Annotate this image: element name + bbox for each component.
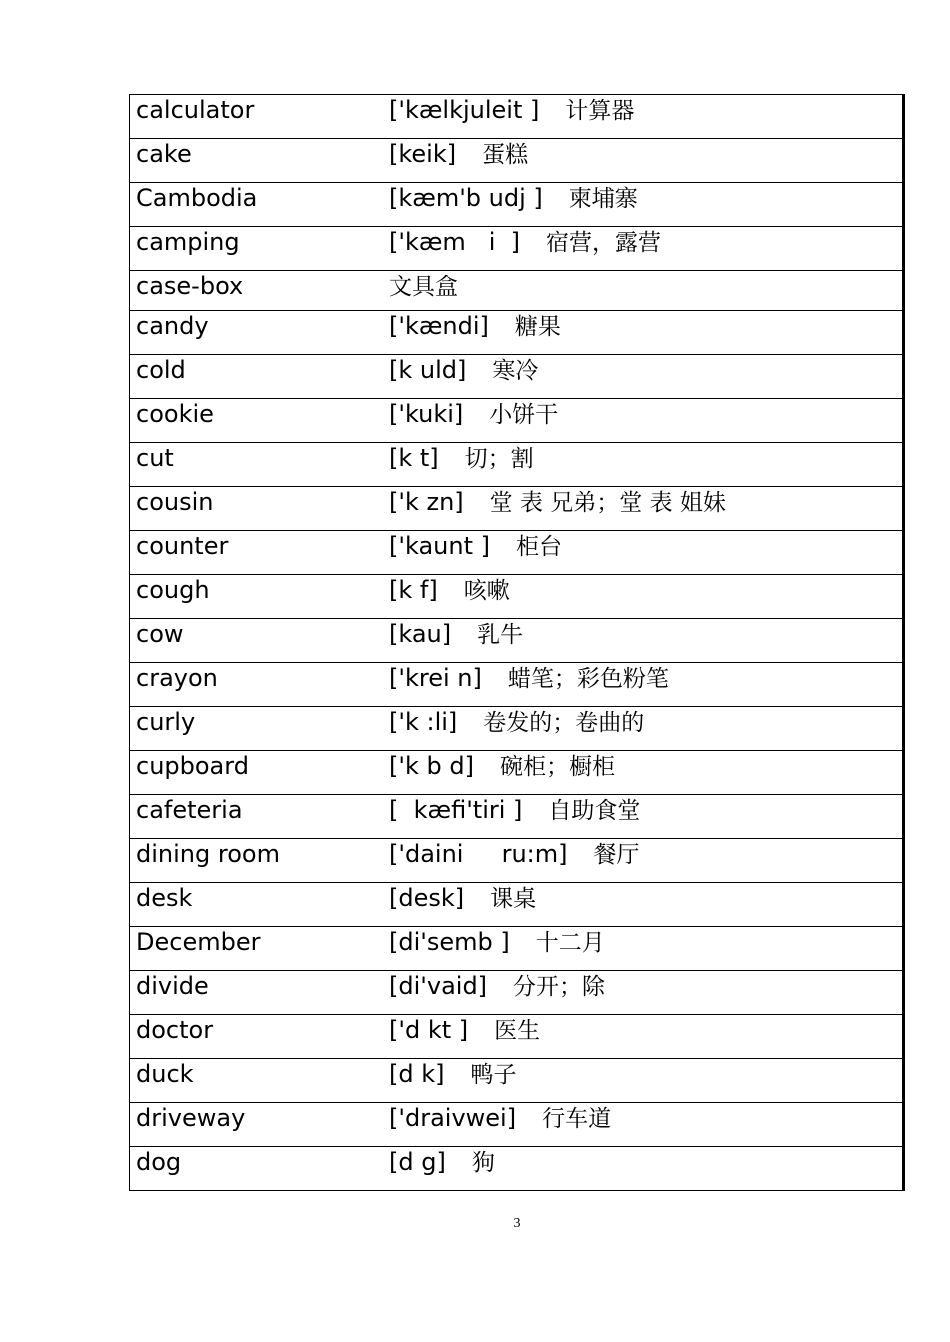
vocab-word: cold	[130, 355, 384, 399]
vocab-row	[130, 575, 904, 619]
vocab-row	[130, 839, 904, 883]
vocab-word: cookie	[130, 399, 384, 443]
vocab-definition-cell	[383, 927, 904, 971]
vocab-row	[130, 227, 904, 271]
vocab-row	[130, 971, 904, 1015]
vocab-word: duck	[130, 1059, 384, 1103]
vocab-definition-cell	[383, 663, 904, 707]
vocab-meaning: 餐厅	[593, 842, 640, 868]
vocab-phonetic: [ kæfi'tiri ]	[389, 796, 523, 824]
vocab-phonetic: ['k b d]	[389, 752, 474, 780]
vocab-definition-cell	[383, 795, 904, 839]
page-number: 3	[513, 1216, 521, 1231]
vocab-definition-cell	[383, 139, 904, 183]
vocab-word: cake	[130, 139, 384, 183]
vocab-phonetic: [k t]	[389, 444, 439, 472]
vocab-meaning: 医生	[494, 1018, 541, 1044]
vocab-word: cough	[130, 575, 384, 619]
vocab-definition-cell	[383, 1015, 904, 1059]
vocab-row	[130, 311, 904, 355]
vocab-word: driveway	[130, 1103, 384, 1147]
vocab-phonetic: ['kuki]	[389, 400, 464, 428]
vocab-phonetic: ['d kt ]	[389, 1016, 469, 1044]
vocab-row	[130, 531, 904, 575]
vocab-word: dog	[130, 1147, 384, 1191]
vocab-meaning: 寒冷	[492, 358, 539, 384]
vocab-meaning: 文具盒	[389, 274, 458, 300]
vocab-meaning: 咳嗽	[463, 578, 510, 604]
vocab-meaning: 十二月	[535, 930, 605, 956]
vocab-definition-cell	[383, 399, 904, 443]
vocab-meaning: 行车道	[542, 1106, 612, 1132]
vocab-word: doctor	[130, 1015, 384, 1059]
vocab-row	[130, 355, 904, 399]
vocab-phonetic: [desk]	[389, 884, 465, 912]
vocab-phonetic: [keik]	[389, 140, 457, 168]
vocab-row	[130, 751, 904, 795]
vocab-row	[130, 487, 904, 531]
vocab-definition-cell	[383, 751, 904, 795]
vocab-meaning: 宿营，露营	[545, 230, 661, 256]
vocab-word: curly	[130, 707, 384, 751]
vocab-definition-cell	[383, 311, 904, 355]
vocab-row	[130, 795, 904, 839]
vocab-phonetic: ['kæm i ]	[389, 228, 520, 256]
vocab-meaning: 分开；除	[513, 974, 606, 1000]
vocab-phonetic: ['k :li]	[389, 708, 458, 736]
vocab-phonetic: ['krei n]	[389, 664, 482, 692]
vocab-meaning: 卷发的；卷曲的	[483, 710, 645, 736]
vocab-phonetic: ['kælkjuleit ]	[389, 96, 540, 124]
vocab-meaning: 乳牛	[477, 622, 524, 648]
vocab-definition-cell	[383, 707, 904, 751]
vocab-definition-cell	[383, 355, 904, 399]
vocab-word: dining room	[130, 839, 384, 883]
vocab-definition-cell	[383, 487, 904, 531]
vocab-definition-cell	[383, 271, 904, 311]
vocab-word: Cambodia	[130, 183, 384, 227]
vocab-definition-cell	[383, 95, 904, 139]
vocab-phonetic: [kau]	[389, 620, 452, 648]
vocabulary-table-body	[130, 95, 904, 1191]
vocab-word: case-box	[130, 271, 384, 311]
vocab-word: cafeteria	[130, 795, 384, 839]
vocab-row	[130, 1147, 904, 1191]
vocab-phonetic: [di'vaid]	[389, 972, 488, 1000]
vocab-word: desk	[130, 883, 384, 927]
vocab-row	[130, 883, 904, 927]
vocab-row	[130, 927, 904, 971]
vocab-row	[130, 183, 904, 227]
vocab-word: candy	[130, 311, 384, 355]
vocab-phonetic: [d k]	[389, 1060, 445, 1088]
vocab-definition-cell	[383, 1147, 904, 1191]
vocab-word: December	[130, 927, 384, 971]
vocab-phonetic: ['draivwei]	[389, 1104, 517, 1132]
vocab-row	[130, 271, 904, 311]
vocab-word: camping	[130, 227, 384, 271]
vocab-row	[130, 707, 904, 751]
vocab-row	[130, 1059, 904, 1103]
vocab-definition-cell	[383, 1103, 904, 1147]
vocab-definition-cell	[383, 575, 904, 619]
vocab-row	[130, 1103, 904, 1147]
vocab-word: cow	[130, 619, 384, 663]
vocab-row	[130, 139, 904, 183]
vocab-phonetic: [k f]	[389, 576, 438, 604]
vocab-word: divide	[130, 971, 384, 1015]
vocab-row	[130, 1015, 904, 1059]
vocab-definition-cell	[383, 839, 904, 883]
vocab-definition-cell	[383, 443, 904, 487]
vocab-phonetic: ['kændi]	[389, 312, 489, 340]
vocab-phonetic: ['kaunt ]	[389, 532, 490, 560]
vocab-phonetic: [k uld]	[389, 356, 467, 384]
vocab-meaning: 碗柜；橱柜	[499, 754, 615, 780]
vocab-phonetic: [d g]	[389, 1148, 446, 1176]
vocab-row	[130, 619, 904, 663]
vocab-definition-cell	[383, 183, 904, 227]
vocab-row	[130, 443, 904, 487]
vocab-word: calculator	[130, 95, 384, 139]
vocab-phonetic: [kæm'b udj ]	[389, 184, 543, 212]
vocab-definition-cell	[383, 1059, 904, 1103]
vocab-meaning: 小饼干	[489, 402, 559, 428]
vocab-meaning: 狗	[471, 1150, 495, 1176]
vocab-definition-cell	[383, 227, 904, 271]
vocab-row	[130, 399, 904, 443]
vocab-meaning: 课桌	[490, 886, 537, 912]
vocab-row	[130, 95, 904, 139]
vocab-definition-cell	[383, 619, 904, 663]
vocab-definition-cell	[383, 531, 904, 575]
vocab-meaning: 柬埔寨	[568, 186, 638, 212]
vocab-meaning: 鸭子	[470, 1062, 517, 1088]
vocab-meaning: 蜡笔；彩色粉笔	[507, 666, 669, 692]
vocab-meaning: 柜台	[515, 534, 562, 560]
vocab-meaning: 切；割	[464, 446, 534, 472]
vocab-meaning: 计算器	[565, 98, 635, 124]
vocab-word: crayon	[130, 663, 384, 707]
vocab-word: cousin	[130, 487, 384, 531]
vocab-meaning: 蛋糕	[482, 142, 529, 168]
vocabulary-table	[129, 94, 905, 1191]
vocab-phonetic: ['daini ru:m]	[389, 840, 568, 868]
vocab-definition-cell	[383, 971, 904, 1015]
vocab-meaning: 自助食堂	[548, 798, 641, 824]
vocab-word: cut	[130, 443, 384, 487]
vocab-meaning: 糖果	[514, 314, 561, 340]
vocab-word: counter	[130, 531, 384, 575]
vocab-row	[130, 663, 904, 707]
vocab-word: cupboard	[130, 751, 384, 795]
vocab-definition-cell	[383, 883, 904, 927]
vocab-meaning: 堂 表 兄弟；堂 表 姐妹	[489, 490, 726, 516]
vocab-phonetic: [di'semb ]	[389, 928, 510, 956]
vocab-phonetic: ['k zn]	[389, 488, 464, 516]
